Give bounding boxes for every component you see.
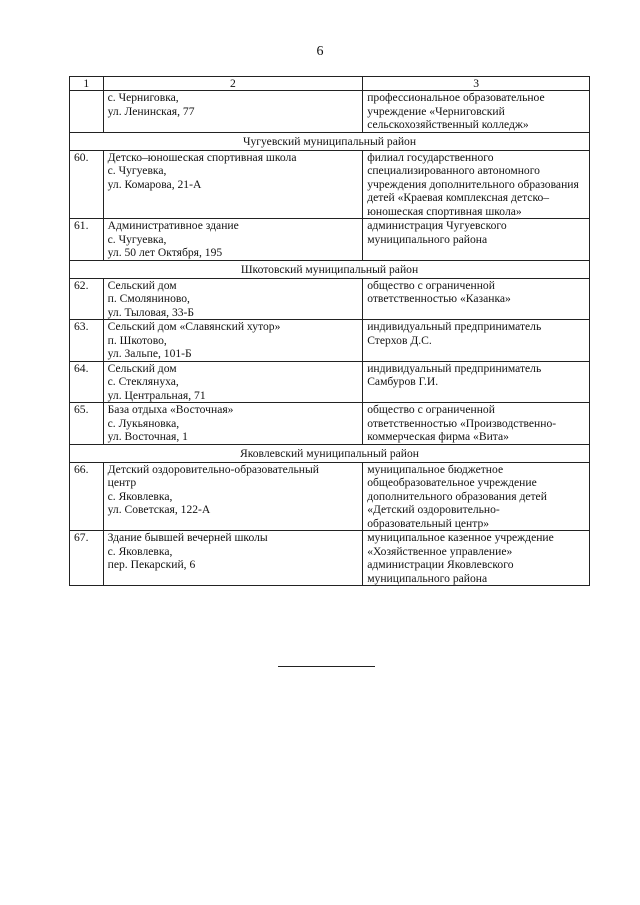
owner-cell	[363, 403, 590, 445]
facility-cell	[103, 531, 363, 586]
facility-line: ул. Зальпе, 101-Б	[107, 347, 192, 360]
footer-rule	[278, 666, 375, 667]
facility-line: Детский оздоровительно-образовательный	[107, 462, 319, 476]
facility-line: ул. Тыловая, 33-Б	[107, 305, 195, 319]
facility-cell	[103, 320, 363, 362]
table-row	[70, 91, 590, 133]
row-number: 61.	[70, 219, 104, 261]
facility-line: ул. Советская, 122-А	[107, 503, 211, 516]
owner-line: «Хозяйственное управление»	[367, 544, 513, 558]
facility-line: Сельский дом	[107, 278, 177, 292]
facility-line: Сельский дом	[107, 361, 177, 375]
table-row	[70, 219, 590, 261]
facility-cell	[103, 462, 363, 531]
owner-line: общеобразовательное учреждение	[367, 476, 537, 489]
facility-line: ул. Комарова, 21-А	[107, 177, 202, 191]
facility-line: с. Черниговка,	[107, 91, 179, 104]
district-row	[70, 260, 590, 278]
facility-line: ул. Восточная, 1	[107, 430, 188, 443]
facility-line: Здание бывшей вечерней школы	[107, 531, 268, 544]
owner-cell	[363, 462, 590, 531]
owner-line: ответственностью «Казанка»	[367, 292, 511, 305]
owner-cell	[363, 361, 590, 403]
facility-line: База отдыха «Восточная»	[107, 403, 234, 416]
district-title: Чугуевский муниципальный район	[70, 132, 590, 150]
facility-line: Административное здание	[107, 219, 239, 232]
table-row	[70, 403, 590, 445]
facility-line: п. Смоляниново,	[107, 292, 190, 305]
table-row	[70, 278, 590, 320]
owner-line: филиал государственного	[367, 150, 494, 164]
column-header-2: 2	[103, 77, 363, 91]
district-title: Шкотовский муниципальный район	[70, 260, 590, 278]
owner-line: образовательный центр»	[367, 516, 490, 530]
facility-line: с. Яковлевка,	[107, 544, 173, 558]
district-row	[70, 444, 590, 462]
row-number: 64.	[70, 361, 104, 403]
facility-line: Сельский дом «Славянский хутор»	[107, 320, 281, 333]
owner-cell	[363, 531, 590, 586]
owner-line: учреждение «Черниговский	[367, 104, 505, 118]
owner-line: специализированного автономного	[367, 164, 540, 177]
owner-line: индивидуальный предприниматель	[367, 361, 542, 375]
owner-line: сельскохозяйственный колледж»	[367, 118, 529, 131]
owner-line: детей «Краевая комплексная детско–	[367, 191, 550, 204]
facility-line: с. Чугуевка,	[107, 232, 167, 246]
facility-line: пер. Пекарский, 6	[107, 558, 196, 571]
table-row	[70, 361, 590, 403]
row-number: 60.	[70, 150, 104, 219]
owner-cell	[363, 219, 590, 261]
owner-line: «Детский оздоровительно-	[367, 503, 500, 516]
row-number: 66.	[70, 462, 104, 531]
owner-cell	[363, 150, 590, 219]
row-number: 63.	[70, 320, 104, 362]
owner-line: дополнительного образования детей	[367, 489, 547, 503]
owner-line: Самбуров Г.И.	[367, 375, 439, 388]
facility-cell	[103, 403, 363, 445]
facility-line: с. Чугуевка,	[107, 164, 167, 177]
row-number	[70, 91, 104, 133]
owner-line: профессиональное образовательное	[367, 91, 545, 104]
table-row	[70, 150, 590, 219]
owner-line: общество с ограниченной	[367, 278, 495, 292]
facility-line: п. Шкотово,	[107, 333, 167, 347]
owner-line: муниципального района	[367, 232, 488, 246]
facility-line: Детско–юношеская спортивная школа	[107, 150, 297, 164]
owner-cell	[363, 278, 590, 320]
facility-line: с. Стеклянуха,	[107, 375, 179, 388]
facilities-table	[69, 76, 590, 586]
owner-line: администрация Чугуевского	[367, 219, 507, 232]
district-title: Яковлевский муниципальный район	[70, 444, 590, 462]
column-header-3: 3	[363, 77, 590, 91]
table-row	[70, 462, 590, 531]
owner-line: учреждения дополнительного образования	[367, 177, 579, 191]
owner-line: Стерхов Д.С.	[367, 333, 432, 347]
facility-line: с. Яковлевка,	[107, 489, 173, 503]
district-row	[70, 132, 590, 150]
facility-cell	[103, 91, 363, 133]
row-number: 65.	[70, 403, 104, 445]
table-row	[70, 531, 590, 586]
owner-line: муниципального района	[367, 571, 488, 585]
facility-cell	[103, 219, 363, 261]
table-body	[70, 77, 590, 586]
facility-cell	[103, 150, 363, 219]
facility-line: центр	[107, 476, 137, 489]
owner-line: индивидуальный предприниматель	[367, 320, 542, 333]
facility-line: ул. 50 лет Октября, 195	[107, 246, 223, 259]
owner-line: муниципальное бюджетное	[367, 462, 504, 476]
table-row	[70, 320, 590, 362]
owner-line: общество с ограниченной	[367, 403, 495, 416]
facility-cell	[103, 278, 363, 320]
owner-line: ответственностью «Производственно-	[367, 416, 557, 430]
owner-cell	[363, 320, 590, 362]
owner-cell	[363, 91, 590, 133]
facility-line: ул. Ленинская, 77	[107, 104, 195, 118]
owner-line: коммерческая фирма «Вита»	[367, 430, 509, 443]
page-number: 6	[316, 44, 324, 59]
owner-line: муниципальное казенное учреждение	[367, 531, 554, 544]
facility-line: ул. Центральная, 71	[107, 388, 206, 402]
row-number: 62.	[70, 278, 104, 320]
row-number: 67.	[70, 531, 104, 586]
owner-line: администрации Яковлевского	[367, 558, 514, 571]
column-header-1: 1	[70, 77, 104, 91]
facility-line: с. Лукьяновка,	[107, 416, 180, 430]
owner-line: юношеская спортивная школа»	[367, 204, 522, 218]
column-header-row	[70, 77, 590, 91]
facility-cell	[103, 361, 363, 403]
